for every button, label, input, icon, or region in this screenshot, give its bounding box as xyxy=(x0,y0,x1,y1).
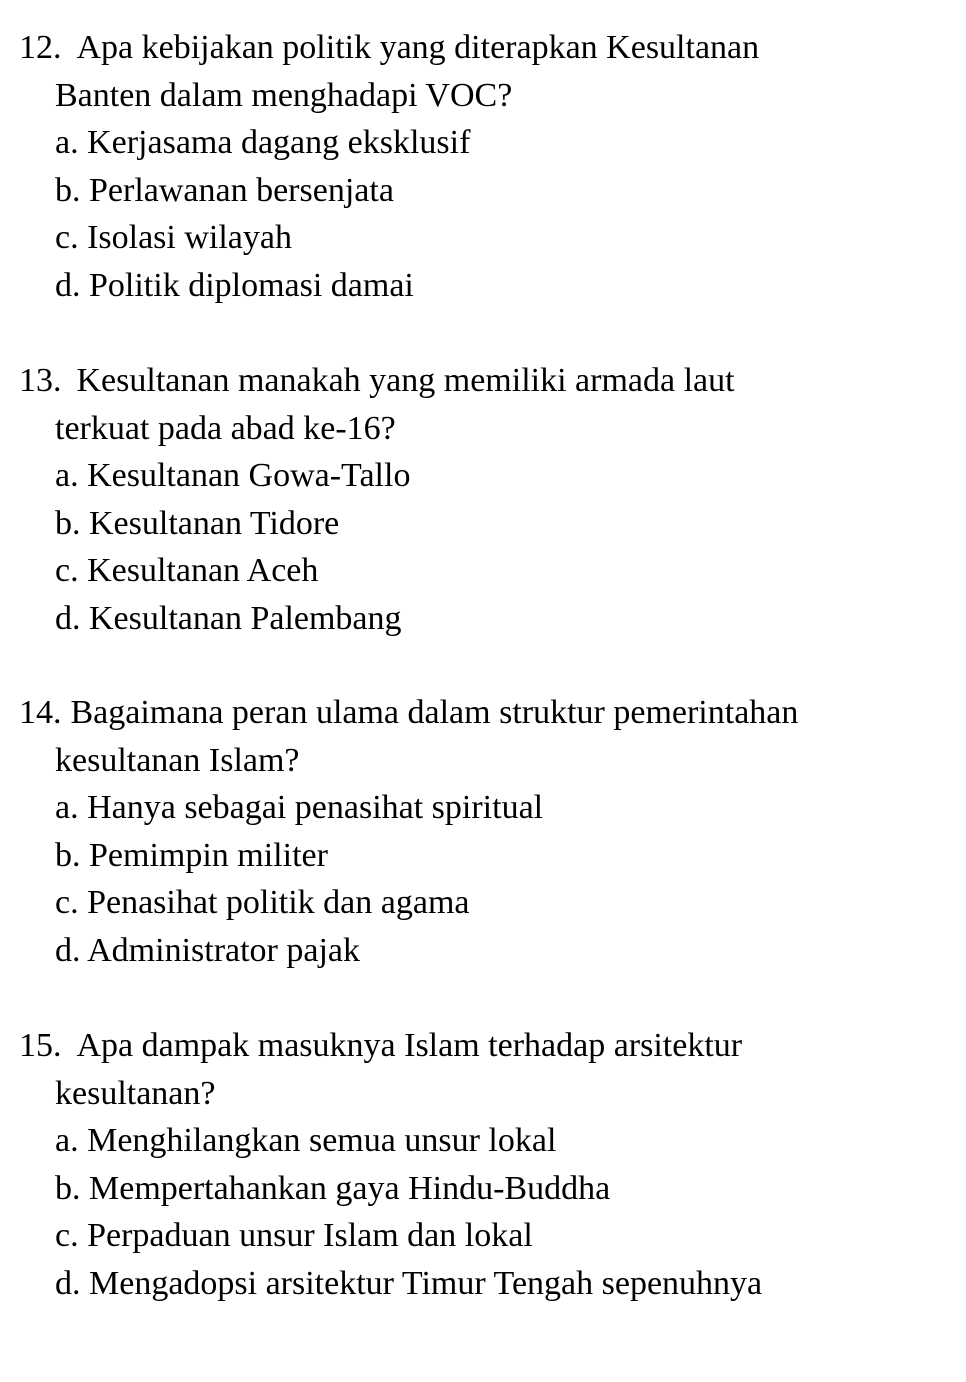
option-d: d. Mengadopsi arsitektur Timur Tengah sepenuhnya xyxy=(55,1265,763,1302)
option-a: a. Kesultanan Gowa-Tallo xyxy=(55,457,411,494)
option-c: c. Penasihat politik dan agama xyxy=(55,884,470,921)
question-number: 15. xyxy=(19,1027,62,1064)
question-stem-line1 xyxy=(19,361,735,401)
option-d: d. Politik diplomasi damai xyxy=(55,267,414,304)
question-text: Kesultanan manakah yang memiliki armada laut xyxy=(76,362,735,399)
option-a: a. Hanya sebagai penasihat spiritual xyxy=(55,789,544,826)
option-c: c. Perpaduan unsur Islam dan lokal xyxy=(55,1217,533,1254)
option-d: d. Administrator pajak xyxy=(55,932,361,969)
option-b: b. Perlawanan bersenjata xyxy=(55,172,394,209)
question-stem-line2: kesultanan? xyxy=(55,1075,216,1112)
option-a: a. Menghilangkan semua unsur lokal xyxy=(55,1122,557,1159)
option-d: d. Kesultanan Palembang xyxy=(55,600,402,637)
question-number: 13. xyxy=(19,362,62,399)
option-b: b. Mempertahankan gaya Hindu-Buddha xyxy=(55,1170,611,1207)
option-a: a. Kerjasama dagang eksklusif xyxy=(55,124,471,161)
option-b: b. Kesultanan Tidore xyxy=(55,505,340,542)
question-text: Apa dampak masuknya Islam terhadap arsitektur xyxy=(76,1027,743,1064)
question-text: Apa kebijakan politik yang diterapkan Kesultanan xyxy=(76,29,760,66)
option-c: c. Isolasi wilayah xyxy=(55,219,292,256)
question-number: 12. xyxy=(19,29,62,66)
question-text: Bagaimana peran ulama dalam struktur pemerintahan xyxy=(70,694,799,731)
option-c: c. Kesultanan Aceh xyxy=(55,552,319,589)
question-stem-line2: kesultanan Islam? xyxy=(55,742,300,779)
question-stem-line2: terkuat pada abad ke-16? xyxy=(55,410,396,447)
question-stem-line1 xyxy=(19,693,798,733)
option-b: b. Pemimpin militer xyxy=(55,837,328,874)
question-stem-line1 xyxy=(19,1026,742,1066)
question-number: 14. xyxy=(19,694,62,731)
question-stem-line1 xyxy=(19,28,759,68)
question-stem-line2: Banten dalam menghadapi VOC? xyxy=(55,77,513,114)
